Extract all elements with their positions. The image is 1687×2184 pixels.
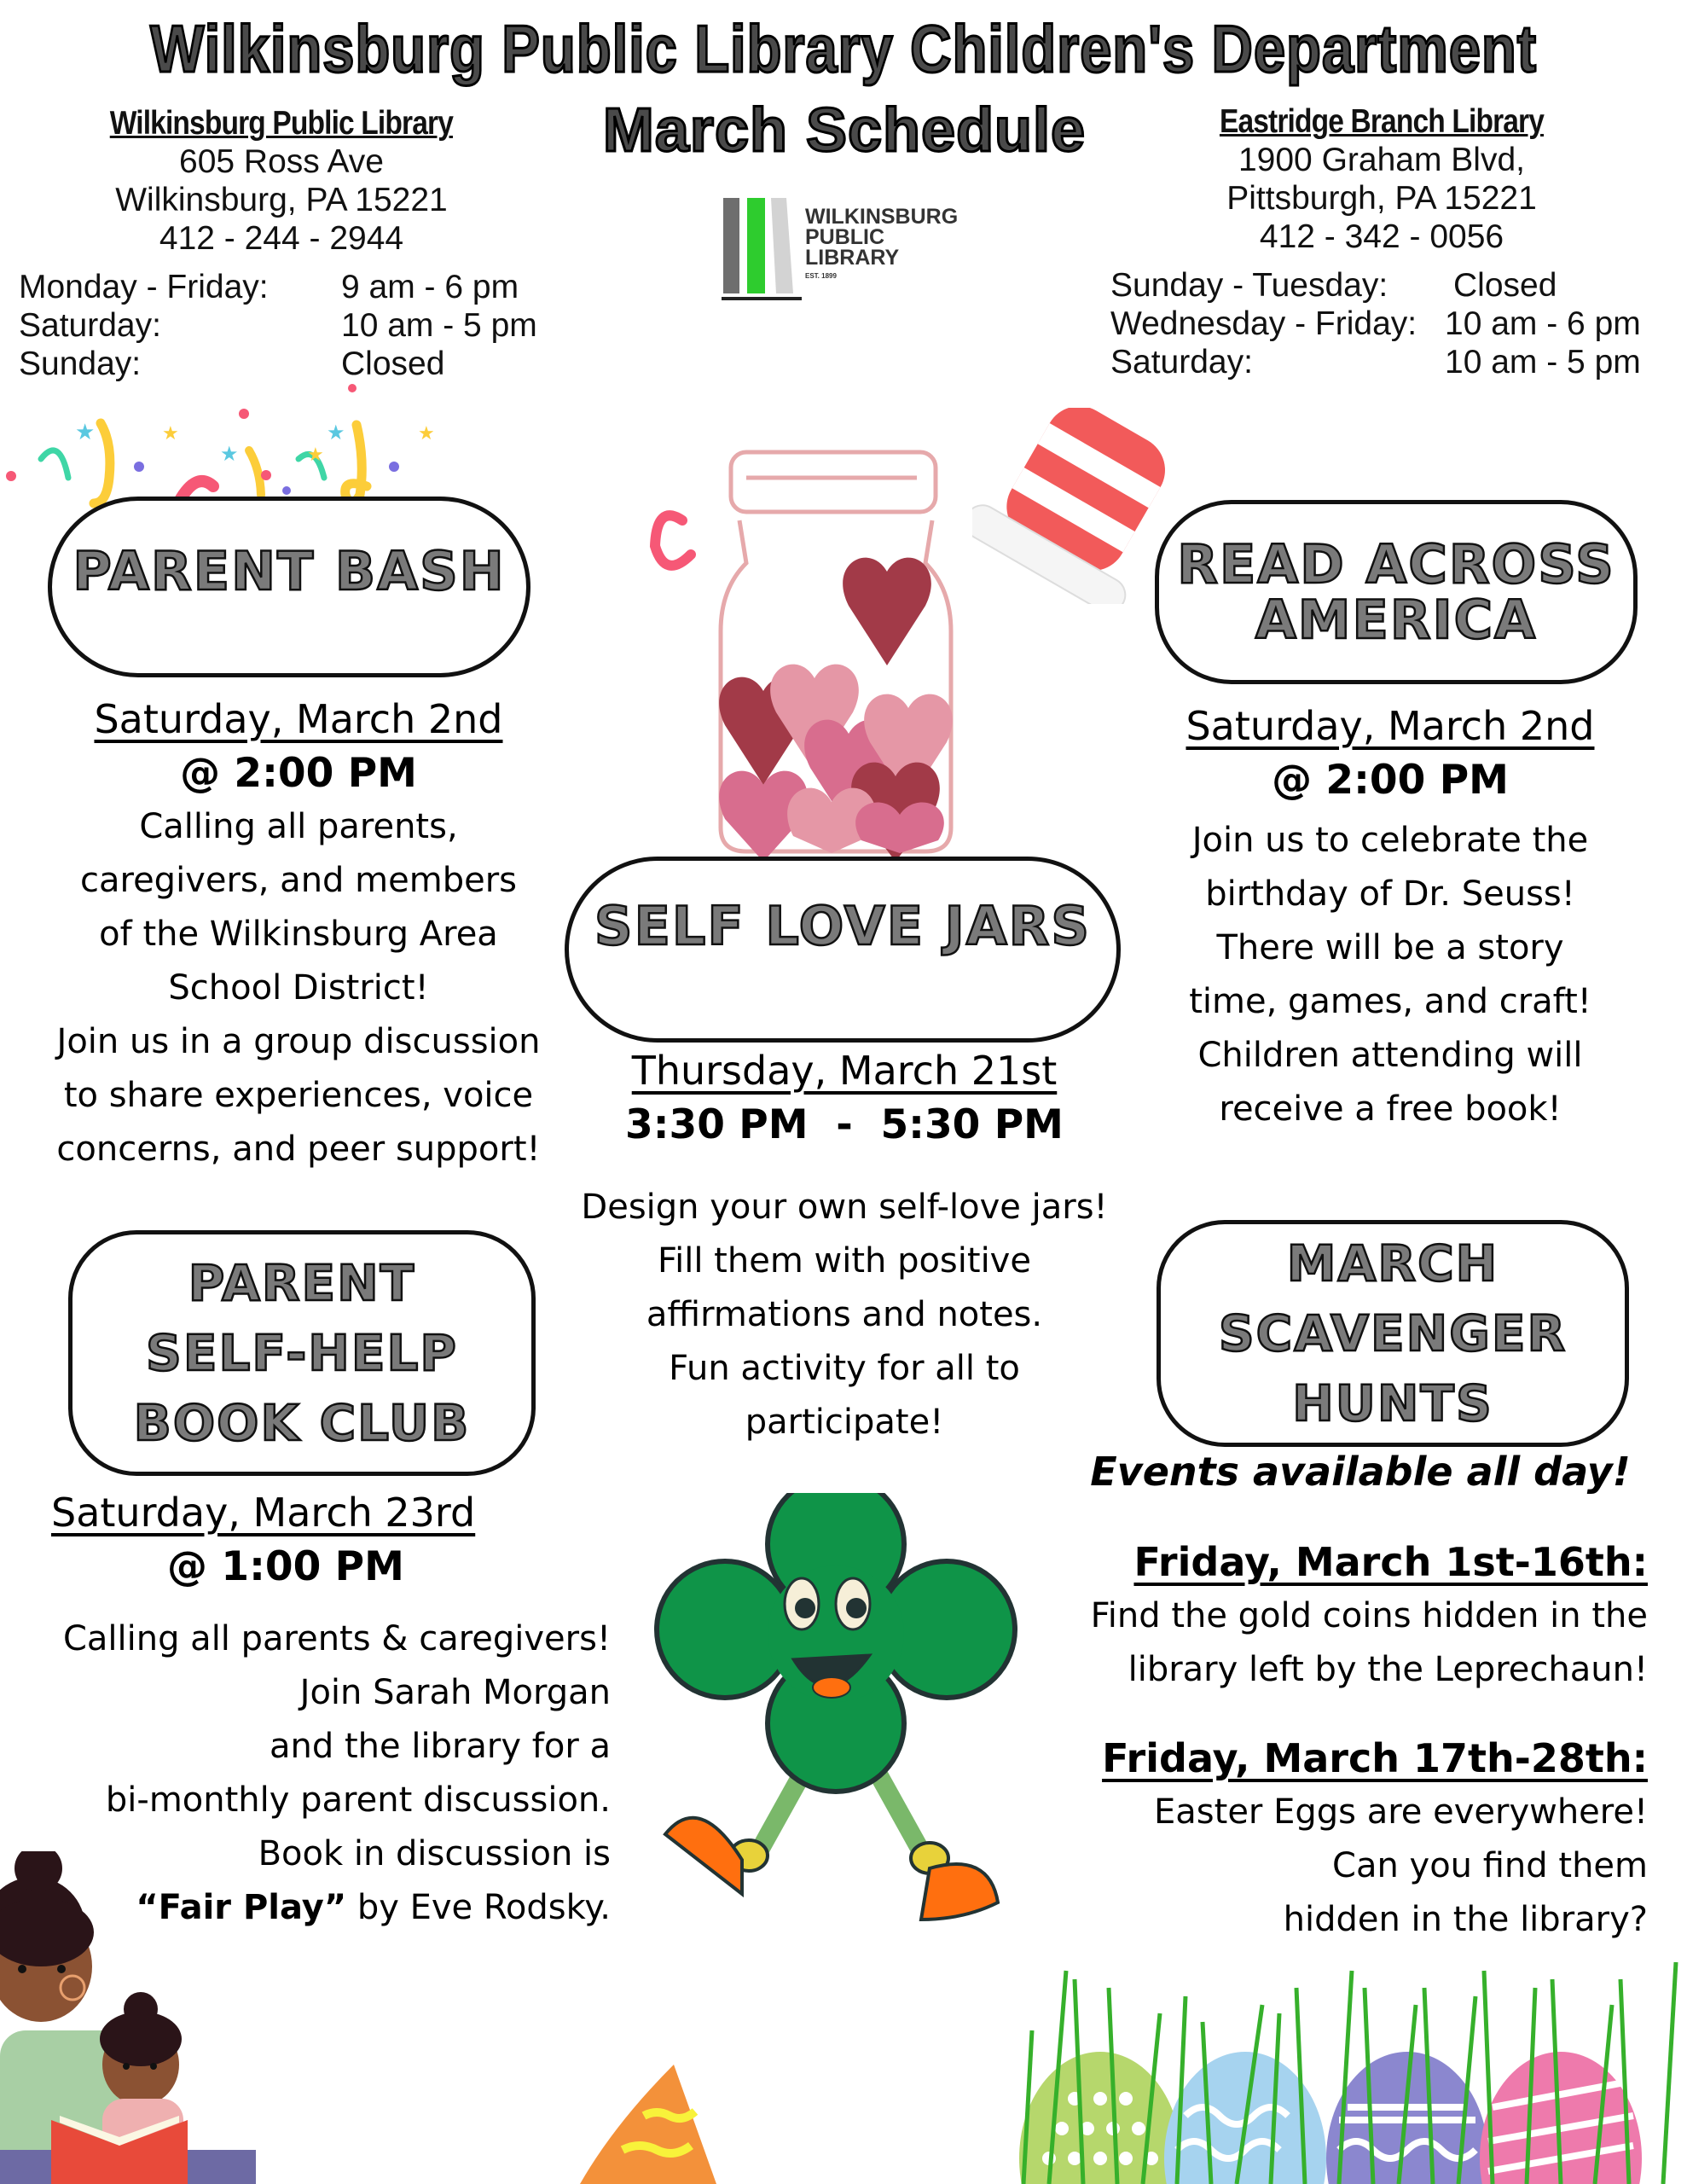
self-love-jars-header: [565, 857, 1121, 1043]
hours-time: Closed: [341, 346, 445, 382]
logo-line2: PUBLIC: [805, 225, 885, 249]
event-date: Saturday, March 2nd: [1186, 703, 1595, 749]
library-logo: [722, 198, 977, 300]
event-time: @ 2:00 PM: [1272, 757, 1509, 804]
hunt-date: Friday, March 1st-16th:: [1133, 1539, 1648, 1585]
event-description-line: of the Wilkinsburg Area: [99, 915, 498, 954]
parent-bash-title: PARENT BASH: [72, 540, 506, 603]
main-branch-phone: 412 - 244 - 2944: [159, 220, 404, 257]
event-description-line: Design your own self-love jars!: [581, 1188, 1108, 1227]
hours-row: [19, 345, 565, 383]
hunt-description-line: library left by the Leprechaun!: [1128, 1650, 1648, 1689]
event-description-line: to share experiences, voice: [63, 1076, 534, 1115]
hours-row: [19, 268, 565, 306]
logo-books-icon: [722, 198, 807, 300]
main-branch-address2: Wilkinsburg, PA 15221: [115, 182, 448, 218]
hours-row: [1110, 343, 1673, 381]
event-time: @ 1:00 PM: [167, 1543, 404, 1590]
mother-daughter-reading-illustration-icon: [0, 1851, 256, 2184]
party-hat-illustration-icon: [563, 2048, 733, 2184]
hours-day: Monday - Friday:: [19, 269, 269, 305]
hours-time: 10 am - 5 pm: [341, 307, 537, 344]
hours-time: 9 am - 6 pm: [341, 269, 519, 305]
scavenger-hunts-header: [1157, 1220, 1629, 1447]
event-description-line: Calling all parents & caregivers!: [62, 1619, 611, 1658]
hours-time: Closed: [1453, 267, 1557, 304]
event-description-line: bi-monthly parent discussion.: [105, 1780, 611, 1820]
event-time: 3:30 PM - 5:30 PM: [625, 1101, 1064, 1148]
svg-text:★: ★: [307, 444, 324, 466]
hours-row: [19, 306, 565, 345]
svg-text:★: ★: [418, 423, 435, 444]
parent-bash-details: [34, 693, 563, 1176]
hours-day: Sunday:: [19, 346, 142, 382]
easter-eggs-grass-illustration-icon: [1015, 1937, 1687, 2184]
eastridge-branch-name: Eastridge Branch Library: [1219, 103, 1545, 140]
hunt-date: Friday, March 17th-28th:: [1102, 1735, 1648, 1781]
read-across-america-title-line1: READ ACROSS: [1177, 532, 1615, 595]
hours-day: Sunday - Tuesday:: [1110, 267, 1388, 304]
hours-time: 10 am - 6 pm: [1445, 305, 1641, 342]
eastridge-phone: 412 - 342 - 0056: [1259, 218, 1504, 255]
event-date: Thursday, March 21st: [631, 1048, 1058, 1094]
hours-day: Wednesday - Friday:: [1110, 305, 1417, 342]
hours-day: Saturday:: [1110, 344, 1253, 380]
event-description-line: time, games, and craft!: [1189, 982, 1591, 1021]
page-subtitle: March Schedule: [602, 96, 1087, 165]
book-author: by Eve Rodsky.: [346, 1888, 611, 1927]
event-description-line: concerns, and peer support!: [56, 1130, 541, 1169]
event-date: Saturday, March 23rd: [51, 1490, 476, 1536]
event-description-line: birthday of Dr. Seuss!: [1205, 874, 1575, 914]
logo-line1: WILKINSBURG: [805, 205, 959, 229]
hours-row: [1110, 305, 1673, 343]
read-across-america-details: [1126, 700, 1655, 1136]
eastridge-address1: 1900 Graham Blvd,: [1238, 142, 1525, 178]
event-description-line: affirmations and notes.: [646, 1295, 1043, 1334]
heart-jar-illustration-icon: [712, 444, 968, 857]
event-description-line: There will be a story: [1216, 928, 1564, 967]
event-description-line: Book in discussion is: [258, 1834, 611, 1873]
read-across-america-header: [1155, 500, 1638, 684]
hours-time: 10 am - 5 pm: [1445, 344, 1641, 380]
event-description-line: School District!: [168, 968, 429, 1008]
event-description-line: Fill them with positive: [658, 1241, 1031, 1281]
logo-line3: LIBRARY: [805, 246, 900, 270]
event-description-line: caregivers, and members: [80, 861, 517, 900]
shamrock-mascot-illustration-icon: [648, 1493, 1041, 1937]
svg-text:★: ★: [162, 423, 179, 444]
book-club-title-line1: PARENT: [188, 1254, 416, 1312]
eastridge-branch-hours: [1110, 266, 1673, 381]
event-description-line: Fun activity for all to: [669, 1349, 1020, 1388]
book-club-date: [34, 1486, 529, 1600]
hunt-description-line: hidden in the library?: [1283, 1900, 1648, 1939]
scavenger-title-line2: SCAVENGER: [1218, 1304, 1568, 1362]
eastridge-address2: Pittsburgh, PA 15221: [1226, 180, 1537, 217]
svg-text:★: ★: [75, 420, 96, 445]
event-description-line: Join Sarah Morgan: [299, 1673, 611, 1712]
svg-text:★: ★: [220, 442, 239, 466]
hours-day: Saturday:: [19, 307, 161, 344]
book-title: “Fair Play”: [136, 1888, 347, 1927]
svg-text:★: ★: [327, 421, 345, 444]
scavenger-tagline: Events available all day!: [1090, 1449, 1631, 1495]
event-description-line: receive a free book!: [1219, 1089, 1562, 1129]
event-description-line: Children attending will: [1197, 1036, 1583, 1075]
event-description-line: Join us in a group discussion: [56, 1022, 541, 1061]
book-club-title-line3: BOOK CLUB: [133, 1394, 471, 1452]
event-description-line: participate!: [745, 1403, 944, 1442]
event-description-line: Join us to celebrate the: [1191, 821, 1589, 860]
scavenger-title-line3: HUNTS: [1292, 1374, 1493, 1432]
scavenger-hunt-1: [1041, 1536, 1648, 1697]
scavenger-title-line1: MARCH: [1286, 1234, 1499, 1292]
hunt-description-line: Find the gold coins hidden in the: [1090, 1596, 1648, 1635]
self-love-jars-title: SELF LOVE JARS: [594, 895, 1092, 958]
scavenger-hunt-2: [1041, 1732, 1648, 1947]
read-across-america-title-line2: AMERICA: [1255, 589, 1538, 651]
event-date: Saturday, March 2nd: [94, 696, 503, 742]
event-description-line: and the library for a: [270, 1727, 611, 1766]
hunt-description-line: Easter Eggs are everywhere!: [1154, 1792, 1648, 1832]
self-love-jars-details: [563, 1044, 1126, 1449]
logo-est: EST. 1899: [805, 272, 837, 280]
main-branch-address1: 605 Ross Ave: [179, 143, 384, 180]
main-branch-info: [51, 104, 512, 258]
main-branch-hours: [19, 268, 565, 383]
book-club-title-line2: SELF-HELP: [146, 1324, 458, 1382]
book-club-header: [68, 1230, 536, 1476]
main-branch-name: Wilkinsburg Public Library: [109, 105, 454, 142]
event-description-line: Calling all parents,: [139, 807, 458, 846]
hunt-description-line: Can you find them: [1332, 1846, 1648, 1885]
hours-row: [1110, 266, 1673, 305]
page-title: Wilkinsburg Public Library Children's Department: [150, 11, 1537, 86]
eastridge-branch-info: [1143, 102, 1620, 256]
event-time: @ 2:00 PM: [180, 750, 417, 797]
parent-bash-header: [48, 497, 530, 677]
